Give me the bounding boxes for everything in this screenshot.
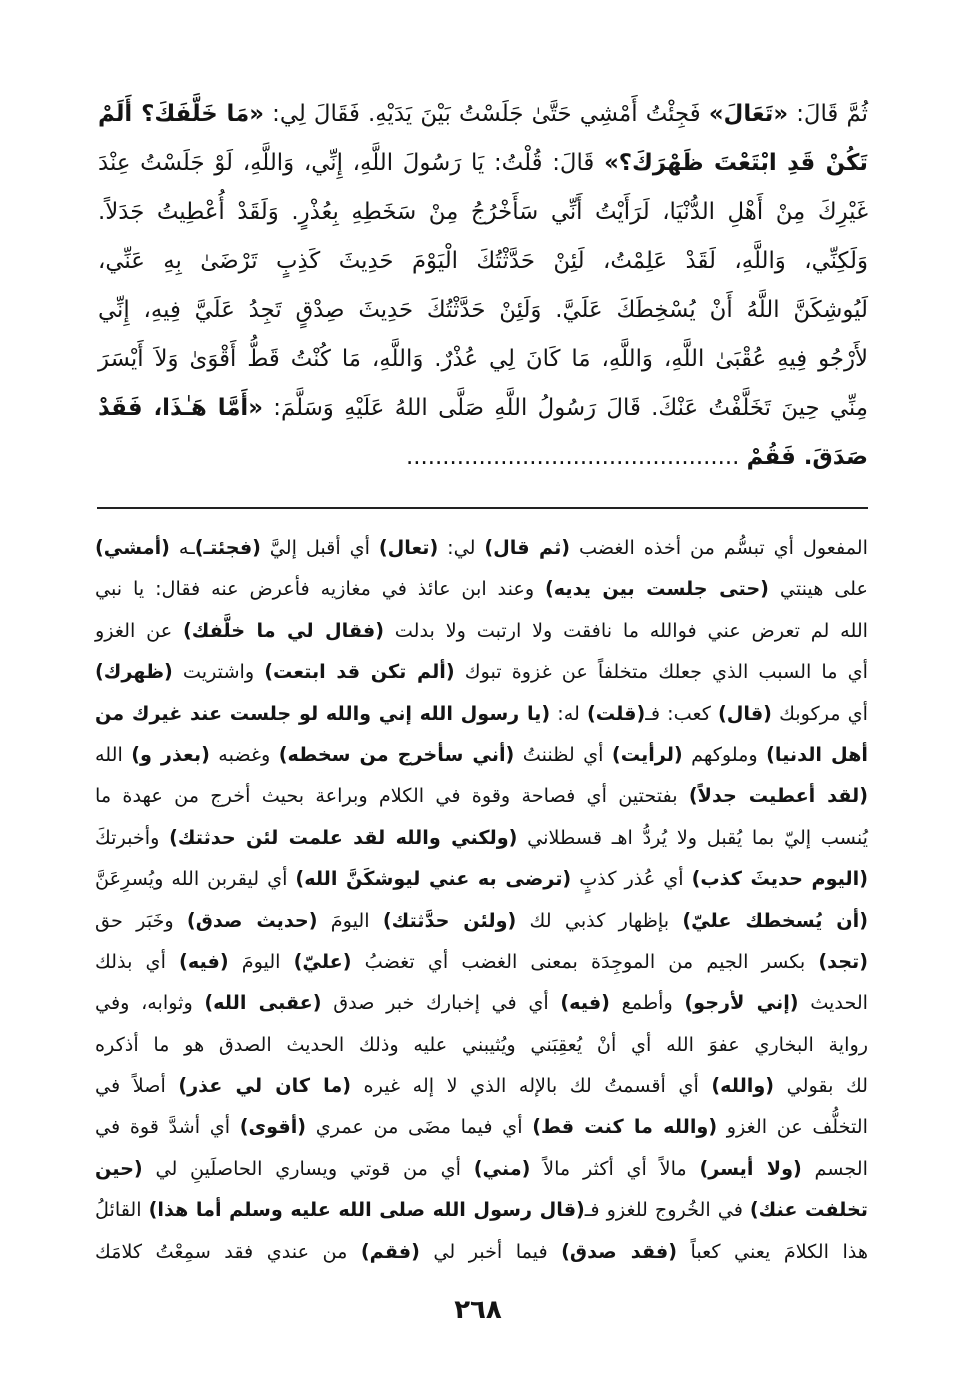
text-segment: الله xyxy=(95,742,132,766)
commentary-line xyxy=(95,610,868,651)
text-segment: من عندي فقد سمِعْتُ كلامَك xyxy=(95,1239,361,1263)
bold-text-segment: (حين xyxy=(95,1156,143,1180)
bold-text-segment: (أقوى) xyxy=(239,1115,307,1139)
bold-text-segment: أهل الدنيا) xyxy=(766,742,868,766)
text-segment: أي أشدَّ قوة في xyxy=(95,1115,240,1139)
main-text-line xyxy=(98,286,868,335)
text-segment: وَلَكِنِّي، وَاللَّهِ، لَقَدْ عَلِمْتُ، لَئِنْ حَدَّثْتُكَ الْيَوْمَ حَدِيثَ كَذِبٍ تَرْضَىٰ بِهِ عَنِّي، xyxy=(98,248,868,274)
commentary-line xyxy=(95,1024,868,1065)
commentary-text xyxy=(95,527,868,1272)
text-segment: لَيُوشِكَنَّ اللَّهُ أَنْ يُسْخِطَكَ عَلَيَّ. وَلَئِنْ حَدَّثْتُكَ حَدِيثَ صِدْقٍ تَجِدُ عَلَيَّ فِيهِ، إِنِّي xyxy=(98,297,868,323)
text-segment: فَجِئْتُ أَمْشِي حَتَّىٰ جَلَسْتُ بَيْنَ يَدَيْهِ. فَقَالَ لِي: xyxy=(263,101,709,127)
text-segment: فيما أخبر لي xyxy=(419,1239,562,1263)
bold-text-segment: تَكُنْ قَدِ ابْتَعْتَ ظَهْرَكَ؟» xyxy=(604,150,868,176)
text-segment: أي أقبل إليَّ xyxy=(260,536,379,559)
text-segment: الجسم xyxy=(801,1156,868,1180)
text-segment: وأطمع xyxy=(609,991,685,1015)
text-segment: له: xyxy=(550,701,587,725)
bold-text-segment: (فجئتـ) xyxy=(194,536,261,559)
bold-text-segment: (قال) xyxy=(717,701,772,725)
bold-text-segment: «مَا خَلَّفَكَ؟ أَلَمْ xyxy=(98,101,264,127)
bold-text-segment: (أمشي) xyxy=(95,536,170,559)
bold-text-segment: (أني سأخرج من سخطه) xyxy=(278,742,515,766)
footnote-divider xyxy=(97,507,868,509)
text-segment: مالاً أي أكثر مالاً xyxy=(530,1156,700,1180)
bold-text-segment: (لرأيت) xyxy=(611,742,683,766)
bold-text-segment: (والله) xyxy=(711,1074,775,1098)
text-segment: القائلُ xyxy=(95,1198,149,1222)
text-segment: على هينتي xyxy=(768,577,868,601)
commentary-line xyxy=(95,900,868,941)
bold-text-segment: (فقم) xyxy=(360,1239,420,1263)
text-segment: الحديث xyxy=(798,991,869,1015)
text-segment: أي عُذر كذبٍ xyxy=(571,867,692,891)
page-number: ٢٦٨ xyxy=(454,1295,502,1325)
bold-text-segment: (عقبى الله) xyxy=(204,991,322,1015)
text-segment: ـه xyxy=(169,536,195,559)
main-text-line xyxy=(98,335,868,384)
bold-text-segment: (اليوم حديثَ كذب) xyxy=(691,867,868,891)
bold-text-segment: (لقد أعطيت جدلاً) xyxy=(688,784,868,808)
text-segment: بإظهار كذبي لك xyxy=(516,908,683,932)
text-segment: في الخُروج للغزو فـ xyxy=(584,1198,750,1222)
text-segment: لأَرْجُو فِيهِ عُقْبَىٰ اللَّهِ، وَاللَّهِ، مَا كَانَ لِي عُذْرٌ. وَاللَّهِ، مَا كُنْتُ قَطُّ أَقْوَىٰ وَلاَ أَيْسَرَ xyxy=(98,346,868,372)
text-segment: اليومَ xyxy=(228,949,294,973)
bold-text-segment: «تَعَالَ» xyxy=(708,101,789,127)
text-segment: أي أقسمتُ لك بالإله الذي لا إله غيره xyxy=(351,1074,712,1098)
bold-text-segment: (عليّ) xyxy=(293,949,352,973)
main-text-line xyxy=(98,188,868,237)
bold-text-segment: (فيه) xyxy=(560,991,610,1015)
bold-text-segment: (ولئن حدَّثتك) xyxy=(382,908,517,932)
main-text-line xyxy=(98,237,868,286)
bold-text-segment: (ما كان لي عذر) xyxy=(178,1074,351,1098)
bold-text-segment: (حديث صدق) xyxy=(186,908,318,932)
commentary-line xyxy=(95,982,868,1023)
text-segment: وعند ابن عائذ في مغازيه فأعرض عنه فقال: يا نبي xyxy=(95,577,546,601)
text-segment: قَالَ: قُلْتُ: يَا رَسُولَ اللَّهِ، إِنِّي، وَاللَّهِ، لَوْ جَلَسْتُ عِنْدَ xyxy=(98,150,605,176)
commentary-line xyxy=(95,651,868,692)
text-segment: .............................................. xyxy=(406,444,747,470)
bold-text-segment: (بعذر و) xyxy=(131,742,210,766)
bold-text-segment: (فقال لي ما خلَّفك) xyxy=(182,618,384,642)
text-segment: أي من قوتي ويساري الحاصلَينِ لي xyxy=(142,1156,474,1180)
text-segment: بكسر الجيم من الموجِدَة بمعنى الغضب أي تغضبُ xyxy=(351,949,819,973)
text-segment: مِنِّي حِينَ تَخَلَّفْتُ عَنْكَ. قَالَ رَسُولُ اللَّهِ صَلَّى اللهُ عَلَيْهِ وَسَلَّمَ: xyxy=(262,395,868,421)
bold-text-segment: (مني) xyxy=(473,1156,531,1180)
main-text-line xyxy=(98,433,868,482)
bold-text-segment: (ولكني والله لقد علمت لئن حدثتك) xyxy=(169,825,518,849)
text-segment: واشتريت xyxy=(172,660,265,684)
text-segment: التخلُّف عن الغزو xyxy=(717,1115,868,1139)
commentary-line xyxy=(95,817,868,858)
bold-text-segment: (ترضى به عني ليوشكَنَّ الله) xyxy=(295,867,572,891)
commentary-line xyxy=(95,941,868,982)
commentary-line xyxy=(95,527,868,568)
bold-text-segment: تخلفت عنك) xyxy=(749,1198,869,1222)
text-segment: المفعول أي تبسُّم من أخذه الغضب xyxy=(570,536,868,559)
bold-text-segment: (ألم تكن قد ابتعت) xyxy=(264,660,455,684)
text-segment: غَيْرِكَ مِنْ أَهْلِ الدُّنْيَا، لَرَأَيْتُ أَنِّي سَأَخْرُجُ مِنْ سَخَطِهِ بِعُذْرٍ. وَلَقَدْ أُعْطِيتُ جَدَلاً. xyxy=(98,199,868,225)
text-segment: يُنسب إليّ بما يُقبل ولا يُردُّ اهـ قسطلاني xyxy=(517,825,868,849)
text-segment: وغضبه xyxy=(209,742,279,766)
bold-text-segment: (حتى جلست بين يديه) xyxy=(545,577,769,601)
commentary-line xyxy=(95,568,868,609)
text-segment: رواية البخاري عفوَ الله أي أنْ يُعقِبَني ويُثيبني عليه وذلك الحديث الصدق هو ما أذكره xyxy=(95,1032,868,1056)
text-segment: أي لظننتُ xyxy=(514,742,612,766)
text-segment: وأخبرتكَ xyxy=(95,825,170,849)
text-segment: ثُمَّ قَالَ: xyxy=(788,101,868,127)
commentary-line xyxy=(95,734,868,775)
text-segment: لك بقولي xyxy=(774,1074,868,1098)
commentary-line xyxy=(95,858,868,899)
bold-text-segment: (فيه) xyxy=(179,949,229,973)
bold-text-segment: (أن يُسخطك عليّ) xyxy=(682,908,869,932)
bold-text-segment: (تعال) xyxy=(378,536,439,559)
bold-text-segment: (والله ما كنت قط) xyxy=(532,1115,718,1139)
text-segment: الله لم تعرض عني فوالله ما نافقت ولا ارتبت ولا بدلت xyxy=(383,618,868,642)
text-segment: لي: xyxy=(438,536,485,559)
text-segment: أي فيما مضَى من عمري xyxy=(306,1115,533,1139)
bold-text-segment: (فقد صدق) xyxy=(561,1239,677,1263)
text-segment: كعب: فـ xyxy=(645,701,718,725)
main-text-line xyxy=(98,90,868,139)
commentary-line xyxy=(95,775,868,816)
commentary-line xyxy=(95,1106,868,1147)
main-text-line xyxy=(98,139,868,188)
text-segment: اليومَ xyxy=(317,908,383,932)
text-segment: وثوابه، وفي xyxy=(95,991,205,1015)
text-segment: أي بذلك xyxy=(95,949,180,973)
bold-text-segment: «أَمَّا هَـٰذَا، فَقَدْ xyxy=(98,395,263,421)
text-segment: أي مركوبك xyxy=(771,701,868,725)
commentary-line xyxy=(95,1065,868,1106)
text-segment: بفتحتين أي فصاحة وقوة في الكلام وبراعة بحيث أخرج من عهدة ما xyxy=(95,784,689,808)
bold-text-segment: (قال رسول الله صلى الله عليه وسلم أما هذا) xyxy=(148,1198,585,1222)
text-segment: هذا الكلامَ يعني كعباً xyxy=(676,1239,868,1263)
text-segment: عن الغزو xyxy=(95,618,183,642)
commentary-line xyxy=(95,693,868,734)
bold-text-segment: (ظهرك) xyxy=(95,660,173,684)
bold-text-segment: (إني لأرجو) xyxy=(684,991,799,1015)
commentary-line xyxy=(95,1189,868,1230)
text-segment: أي في إخبارك خبر صدق xyxy=(321,991,561,1015)
bold-text-segment: (قلت) xyxy=(586,701,646,725)
text-segment: أصلاً في xyxy=(95,1074,179,1098)
text-segment: وخَبَر حق xyxy=(95,908,187,932)
text-segment: أي ليقربن الله ويُسرِعَنَّ xyxy=(95,867,296,891)
bold-text-segment: (ثم قال) xyxy=(484,536,571,559)
commentary-line xyxy=(95,1148,868,1189)
main-text xyxy=(98,90,868,482)
bold-text-segment: (يا رسول الله إني والله لو جلست عند غيرك من xyxy=(95,701,551,725)
bold-text-segment: صَدَقَ. فَقُمْ xyxy=(746,444,868,470)
main-text-line xyxy=(98,384,868,433)
text-segment: وملوكهم xyxy=(682,742,767,766)
commentary-line xyxy=(95,1231,868,1272)
text-segment: أي ما السبب الذي جعلك متخلفاً عن غزوة تبوك xyxy=(454,660,868,684)
bold-text-segment: (تجد) xyxy=(818,949,868,973)
bold-text-segment: (ولا أيسر) xyxy=(699,1156,802,1180)
